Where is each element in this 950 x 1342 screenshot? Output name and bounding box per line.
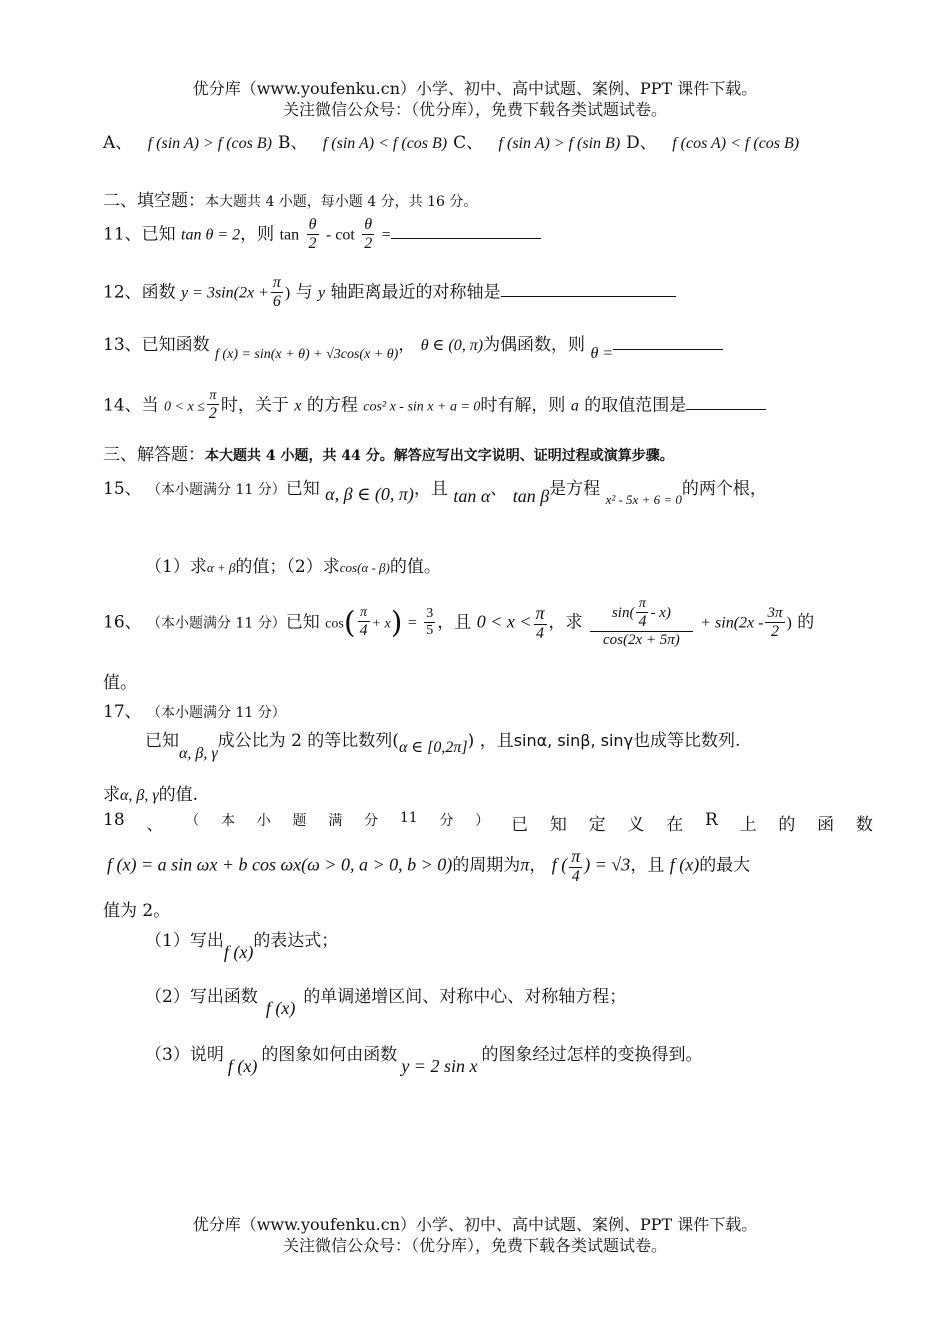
- q15-parts: （1）求α + β的值；（2）求cos(α - β)的值。: [145, 557, 441, 577]
- section-2-desc: 本大题共 4 小题，每小题 4 分，共 16 分。: [205, 194, 478, 210]
- q11-tan: tan: [279, 226, 300, 244]
- option-c-label: C、: [453, 133, 484, 153]
- footer-line-1: 优分库（www.youfenku.cn）小学、初中、高中试题、案例、PPT 课件下载。: [192, 1215, 758, 1234]
- q16-tail: 值。: [103, 673, 137, 693]
- section-3-title: 三、解答题：: [103, 445, 205, 465]
- q18-part-1: （1）写出f (x)的表达式；: [145, 931, 339, 962]
- q13-function: f (x) = sin(x + θ) + √3cos(x + θ): [215, 347, 399, 362]
- question-14: 14、当 0 < x ≤ $\frac{\pi}{2}$ 时，关于 x 的方程 cos² x - sin x + a = 0时有解，则 a 的取值范围是: [103, 388, 766, 423]
- q15-number: 15、: [103, 479, 142, 499]
- q18-line-2: f (x) = a sin ωx + b cos ωx(ω > 0, a > 0, b > 0)的周期为π， f ( $\frac{\pi}{4}$ ) = √3，且 f (x)的最大: [107, 846, 751, 885]
- q12-text-3: 轴距离最近的对称轴是: [330, 282, 501, 303]
- q11-frac-1: $\frac{\theta}{2}$: [308, 216, 317, 253]
- q14-answer-blank[interactable]: [686, 393, 766, 410]
- q11-number: 11、: [103, 224, 142, 245]
- q10-options: [103, 128, 799, 153]
- q17-number: 17、: [103, 702, 142, 722]
- q12-number: 12、: [103, 282, 142, 303]
- q13-theta: θ =: [590, 345, 614, 362]
- q11-cot: - cot: [325, 226, 355, 244]
- q16-score: （本小题满分 11 分）: [147, 615, 286, 632]
- q13-text-2: 为偶函数，则: [483, 335, 586, 355]
- header-line-1: 优分库（www.youfenku.cn）小学、初中、高中试题、案例、PPT 课件下载。: [192, 79, 758, 98]
- q18-line-1: 18 、 （ 本 小 题 满 分 11 分 ） 已 知 定 义 在 R 上 的 函 数: [103, 810, 873, 835]
- q17-score: （本小题满分 11 分）: [147, 705, 286, 721]
- q14-text-3: 的方程: [306, 395, 358, 416]
- q18-part-3: （3）说明f (x)的图象如何由函数y = 2 sin x的图象经过怎样的变换得到。: [145, 1045, 703, 1076]
- section-3-desc: 本大题共 4 小题，共 44 分。解答应写出文字说明、证明过程或演算步骤。: [205, 448, 674, 464]
- q13-text: 已知函数: [141, 335, 210, 355]
- section-2-title: 二、填空题：: [103, 191, 205, 211]
- question-11: [103, 216, 541, 254]
- option-b-label: B、: [277, 133, 308, 153]
- q12-answer-blank[interactable]: [501, 280, 676, 297]
- q14-text-5: 的取值范围是: [584, 395, 687, 416]
- q14-text: 当: [141, 395, 159, 416]
- q11-text: 已知: [141, 224, 176, 245]
- option-d-label: D、: [626, 133, 657, 153]
- q12-text-2: 与: [295, 282, 313, 303]
- q14-equation: cos² x - sin x + a = 0: [363, 399, 481, 415]
- q14-text-2: 时，关于: [220, 395, 289, 416]
- option-c-math: f (sin A) > f (sin B): [498, 135, 621, 152]
- q12-function: y = 3sin(2x +: [181, 284, 269, 302]
- q11-answer-blank[interactable]: [391, 222, 541, 239]
- q18-part-2: （2）写出函数f (x)的单调递增区间、对称中心、对称轴方程；: [145, 987, 627, 1018]
- footer-line-2: 关注微信公众号：（优分库），免费下载各类试题试卷。: [282, 1236, 667, 1255]
- q11-equals: =: [381, 226, 391, 244]
- q15-given: α, β ∈ (0, π): [325, 484, 414, 504]
- option-a-math: f (sin A) > f (cos B): [147, 135, 272, 152]
- section-3-heading: [103, 440, 674, 465]
- question-12: 12、函数 y = 3sin(2x + $\frac{\pi}{6}$ ) 与 y 轴距离最近的对称轴是: [103, 274, 676, 312]
- q17-body: 已知α, β, γ成公比为 2 的等比数列(α ∈ [0,2π]) ，且sinα, sinβ, sinγ也成等比数列.: [145, 731, 741, 762]
- question-16: 16、 （本小题满分 11 分）已知 cos( $\frac{\pi}{4}$ + x) = $\frac{3}{5}$ ，且 0 < x < $\frac{\pi}{4}$ ，求 sin( $\frac{\pi}{4}$ - x) cos(2x + 5π) + sin(2x - $\frac{3\pi}{2}$ ) 的: [103, 596, 815, 649]
- q14-frac: $\frac{\pi}{2}$: [208, 388, 217, 423]
- question-17: [103, 697, 286, 722]
- q12-text: 函数: [141, 282, 176, 303]
- q14-text-4: 时有解，则: [480, 395, 566, 416]
- question-15: 15、 （本小题满分 11 分）已知 α, β ∈ (0, π)，且 tan α、 tan β是方程 $_{x^2 - 5x + 6 = 0}$的两个根，: [103, 479, 767, 507]
- header-line-2: 关注微信公众号：（优分库），免费下载各类试题试卷。: [282, 100, 667, 119]
- q18-function: f (x) = a sin ωx + b cos ωx(ω > 0, a > 0, b > 0): [107, 854, 453, 875]
- option-a-label: A、: [103, 133, 133, 153]
- q18-number: 18: [103, 810, 125, 830]
- q14-number: 14、: [103, 395, 142, 416]
- q13-domain: θ ∈ (0, π): [420, 337, 484, 354]
- q16-main-fraction: sin( $\frac{\pi}{4}$ - x) cos(2x + 5π): [590, 596, 693, 650]
- q17-ask: 求α, β, γ的值.: [103, 785, 199, 805]
- q15-score: （本小题满分 11 分）: [147, 482, 286, 498]
- q11-text-2: ，则: [240, 224, 275, 245]
- q18-line-3: 值为 2。: [103, 901, 171, 921]
- q12-frac: $\frac{\pi}{6}$: [272, 274, 281, 311]
- q16-number: 16、: [103, 612, 142, 633]
- q11-given: tan θ = 2: [181, 226, 241, 244]
- q15-equation: x² - 5x + 6 = 0: [605, 492, 682, 507]
- q13-number: 13、: [103, 335, 142, 355]
- q14-range: 0 < x ≤: [164, 399, 205, 415]
- q13-answer-blank[interactable]: [613, 333, 723, 350]
- option-b-math: f (sin A) < f (cos B): [322, 135, 448, 152]
- q11-frac-2: $\frac{\theta}{2}$: [364, 216, 373, 253]
- section-2-heading: [103, 186, 477, 211]
- option-d-math: f (cos A) < f (cos B): [672, 135, 800, 152]
- question-13: 13、已知函数 $_{f (x) = sin(x + \theta) + √3cos(x + \theta)}$， θ ∈ (0, π)为偶函数，则 θ =: [103, 330, 723, 355]
